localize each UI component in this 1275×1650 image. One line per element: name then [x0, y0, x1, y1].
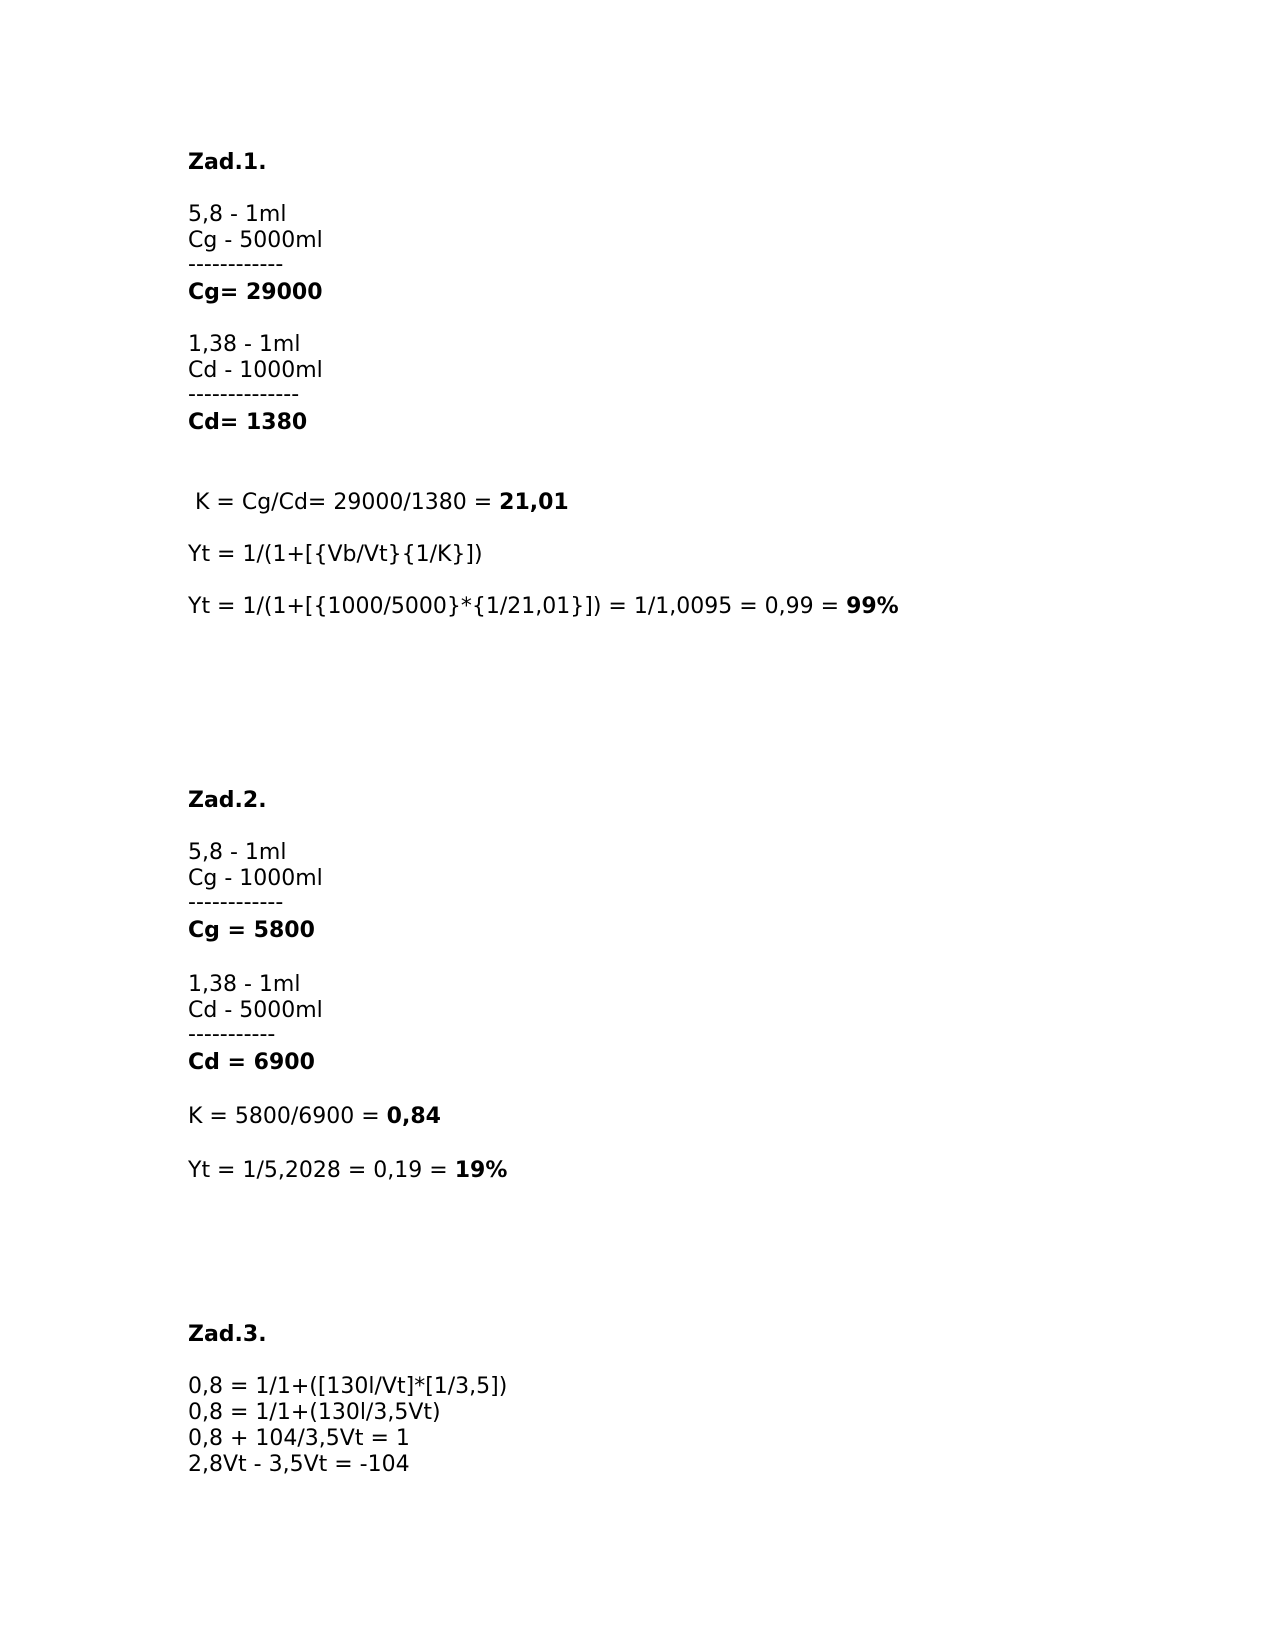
zad2-k-value: 0,84 — [386, 1104, 441, 1129]
zad1-line-4: Cd - 1000ml — [188, 358, 323, 383]
zad2-line-2: Cg - 1000ml — [188, 866, 323, 891]
zad3-line-1: 0,8 = 1/1+([130l/Vt]*[1/3,5]) — [188, 1374, 508, 1399]
zad2-yt-value: 19% — [454, 1158, 508, 1183]
zad1-line-1: 5,8 - 1ml — [188, 202, 287, 227]
zad2-line-3: 1,38 - 1ml — [188, 972, 301, 997]
zad1-k-line — [188, 490, 569, 516]
zad3-line-4: 2,8Vt - 3,5Vt = -104 — [188, 1452, 410, 1477]
zad2-separator-2: ----------- — [188, 1022, 276, 1047]
zad2-yt-line — [188, 1158, 507, 1184]
zad2-separator-1: ------------ — [188, 890, 284, 915]
zad3-line-3: 0,8 + 104/3,5Vt = 1 — [188, 1426, 410, 1451]
zad2-yt-expression: Yt = 1/5,2028 = 0,19 = — [188, 1158, 455, 1183]
zad1-separator-2: -------------- — [188, 382, 300, 407]
zad1-k-expression: K = Cg/Cd= 29000/1380 = — [188, 490, 500, 515]
zad1-heading: Zad.1. — [188, 150, 267, 175]
zad2-cd-result: Cd = 6900 — [188, 1050, 315, 1075]
zad1-yt-formula: Yt = 1/(1+[{Vb/Vt}{1/K}]) — [188, 542, 483, 567]
zad2-line-1: 5,8 - 1ml — [188, 840, 287, 865]
zad1-yt-expression: Yt = 1/(1+[{1000/5000}*{1/21,01}]) = 1/1,0095 = 0,99 = — [188, 594, 847, 619]
zad3-line-2: 0,8 = 1/1+(130l/3,5Vt) — [188, 1400, 441, 1425]
zad1-cg-result: Cg= 29000 — [188, 280, 323, 305]
zad1-yt-calc-line — [188, 594, 899, 620]
zad2-k-line — [188, 1104, 441, 1130]
zad1-line-3: 1,38 - 1ml — [188, 332, 301, 357]
zad1-cd-result: Cd= 1380 — [188, 410, 308, 435]
zad2-k-expression: K = 5800/6900 = — [188, 1104, 387, 1129]
zad1-separator-1: ------------ — [188, 252, 284, 277]
zad1-yt-value: 99% — [846, 594, 899, 619]
zad2-heading: Zad.2. — [188, 788, 267, 813]
zad1-line-2: Cg - 5000ml — [188, 228, 323, 253]
zad2-line-4: Cd - 5000ml — [188, 998, 323, 1023]
zad1-k-value: 21,01 — [499, 490, 569, 515]
zad2-cg-result: Cg = 5800 — [188, 918, 315, 943]
zad3-heading: Zad.3. — [188, 1322, 267, 1347]
